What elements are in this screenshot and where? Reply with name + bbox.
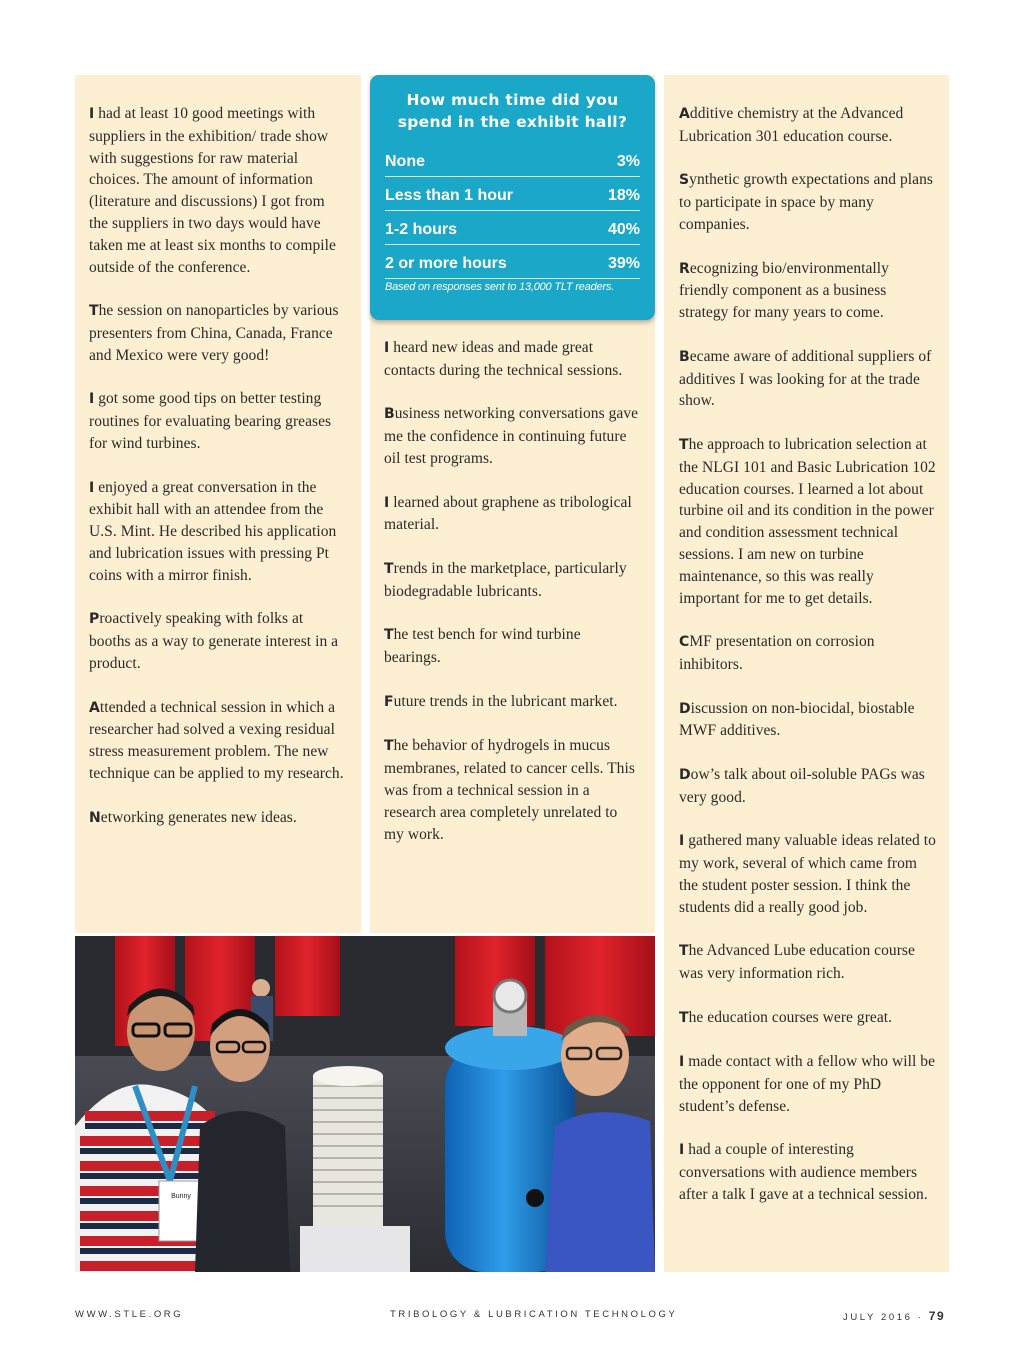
reader-quote [679,103,937,148]
footer-date: JULY 2016 [843,1312,913,1323]
reader-quote [384,691,641,714]
footer-date-page [843,1309,945,1323]
quote-initial: B [384,406,395,423]
quote-text: ecame aware of additional suppliers of additives I was looking for at the trade show. [679,347,932,410]
quote-initial: I [89,479,95,496]
survey-row-value: 3% [616,152,640,170]
quote-text: iscussion on non-biocidal, biostable MWF additives. [679,699,915,740]
reader-quote [384,624,641,669]
quote-text: he education courses were great. [688,1008,893,1026]
quote-text: had a couple of interesting conversations with audience members after a talk I gave at a technical session. [679,1141,928,1204]
quote-initial: I [384,340,390,356]
reader-quote [384,337,641,382]
quote-text: enjoyed a great conversation in the exhibit hall with an attendee from the U.S. Mint. He described his application and lubrication issues with pressing Pt coins with a mirror finish. [89,478,337,584]
quote-text: had at least 10 good meetings with suppliers in the exhibition/ trade show with suggestions for raw material choices. The amount of information (literature and discussions) I got from the suppliers in two days would have taken me at least six months to compile outside of the conference. [89,105,336,276]
footer-website: WWW.STLE.ORG [75,1309,184,1320]
reader-quote [679,346,937,412]
reader-quote [384,735,641,845]
survey-row [385,245,640,279]
quote-text: rends in the marketplace, particularly biodegradable lubricants. [384,559,627,600]
quote-text: he test bench for wind turbine bearings. [384,626,581,667]
reader-quote [89,608,347,674]
quote-initial: A [679,106,690,122]
badge-name: Bunny [171,1193,191,1200]
survey-row-value: 40% [607,220,640,238]
quote-initial: P [89,611,100,628]
quote-initial: F [384,693,394,710]
exhibit-hall-photo [75,936,655,1272]
quote-text: ow’s talk about oil-soluble PAGs was very good. [679,765,925,806]
reader-quote [679,631,937,676]
quote-initial: I [679,833,685,850]
reader-quote [679,434,937,609]
reader-quote [679,1139,937,1205]
quote-text: got some good tips on better testing routines for evaluating bearing greases for wind turbines. [89,390,332,452]
reader-quote [679,258,937,324]
quote-initial: R [679,260,690,277]
quote-initial: T [384,738,394,755]
survey-row-label: None [385,152,425,170]
reader-quote [679,169,937,235]
survey-row [385,211,640,245]
quote-initial: A [89,699,100,716]
quote-text: he session on nanoparticles by various presenters from China, Canada, France and Mexico were very good! [89,302,339,364]
quote-text: usiness networking conversations gave me the confidence in continuing future oil test programs. [384,405,639,467]
reader-quote [679,1007,937,1030]
survey-row [385,143,640,177]
survey-title: How much time did you spend in the exhibit hall? [397,91,628,131]
survey-row-label: Less than 1 hour [385,186,514,204]
quote-text: dditive chemistry at the Advanced Lubrication 301 education course. [679,105,904,145]
quote-text: learned about graphene as tribological material. [384,493,632,534]
quote-text: etworking generates new ideas. [100,808,297,826]
reader-quote [89,477,347,587]
reader-quote [384,558,641,603]
quote-initial: B [679,348,690,365]
quote-initial: I [384,494,390,511]
quote-initial: C [679,634,690,651]
survey-row-label: 1-2 hours [385,220,458,238]
reader-quote [384,403,641,469]
quote-text: made contact with a fellow who will be the opponent for one of my PhD student’s defense. [679,1053,936,1115]
survey-row [385,177,640,211]
quote-initial: D [679,700,691,717]
survey-row-label: 2 or more hours [385,254,507,272]
quote-text: MF presentation on corrosion inhibitors. [679,633,875,673]
quote-initial: T [384,627,394,644]
quote-text: he behavior of hydrogels in mucus membranes, related to cancer cells. This was from a technical session in a research area completely unrelated to my work. [384,737,635,843]
reader-quote [679,764,937,809]
quote-initial: T [384,560,394,577]
reader-quote [679,830,937,918]
quote-text: heard new ideas and made great contacts during the technical sessions. [384,339,623,379]
survey-row-value: 39% [607,254,640,272]
quote-initial: S [679,172,690,189]
footer-publication: TRIBOLOGY & LUBRICATION TECHNOLOGY [390,1309,678,1320]
quote-text: ttended a technical session in which a researcher had solved a vexing residual stress measurement problem. The new technique can be applied to my research. [89,698,344,782]
quote-text: he Advanced Lube education course was very information rich. [679,942,915,983]
quote-text: ecognizing bio/environmentally friendly component as a business strategy for many years to come. [679,259,889,322]
quote-initial: N [89,809,101,826]
quote-initial: D [679,766,691,783]
quote-text: uture trends in the lubricant market. [393,692,618,710]
right-quote-column [664,75,949,1272]
reader-quote [89,300,347,366]
reader-quote [679,698,937,743]
quote-text: he approach to lubrication selection at the NLGI 101 and Basic Lubrication 102 education courses. I learned a lot about turbine oil and its condition in the power and condition assessment technical sessions. I am new on turbine maintenance, so this was really important for me to get details. [679,435,936,607]
reader-quote [89,103,347,278]
footer-separator: · [917,1312,924,1323]
survey-note: Based on responses sent to 13,000 TLT readers. [385,281,615,293]
quote-initial: T [89,303,99,320]
quote-initial: I [89,391,95,408]
page-number: 79 [928,1309,946,1323]
reader-quote [679,940,937,985]
quote-initial: T [679,943,689,960]
quote-initial: I [679,1054,685,1071]
survey-row-value: 18% [607,186,640,204]
quote-text: roactively speaking with folks at booths as a way to generate interest in a product. [89,610,339,672]
reader-quote [384,492,641,537]
quote-initial: I [89,106,95,122]
quote-initial: T [679,436,689,453]
quote-initial: T [679,1009,689,1026]
reader-quote [89,807,347,830]
quote-text: gathered many valuable ideas related to my work, several of which came from the student poster session. I think the students did a really good job. [679,832,936,916]
left-quote-column [75,75,361,933]
reader-quote [89,697,347,785]
reader-quote [89,388,347,454]
quote-initial: I [679,1142,685,1159]
reader-quote [679,1051,937,1117]
quote-text: ynthetic growth expectations and plans to participate in space by many companies. [679,171,933,233]
survey-box [370,75,655,320]
